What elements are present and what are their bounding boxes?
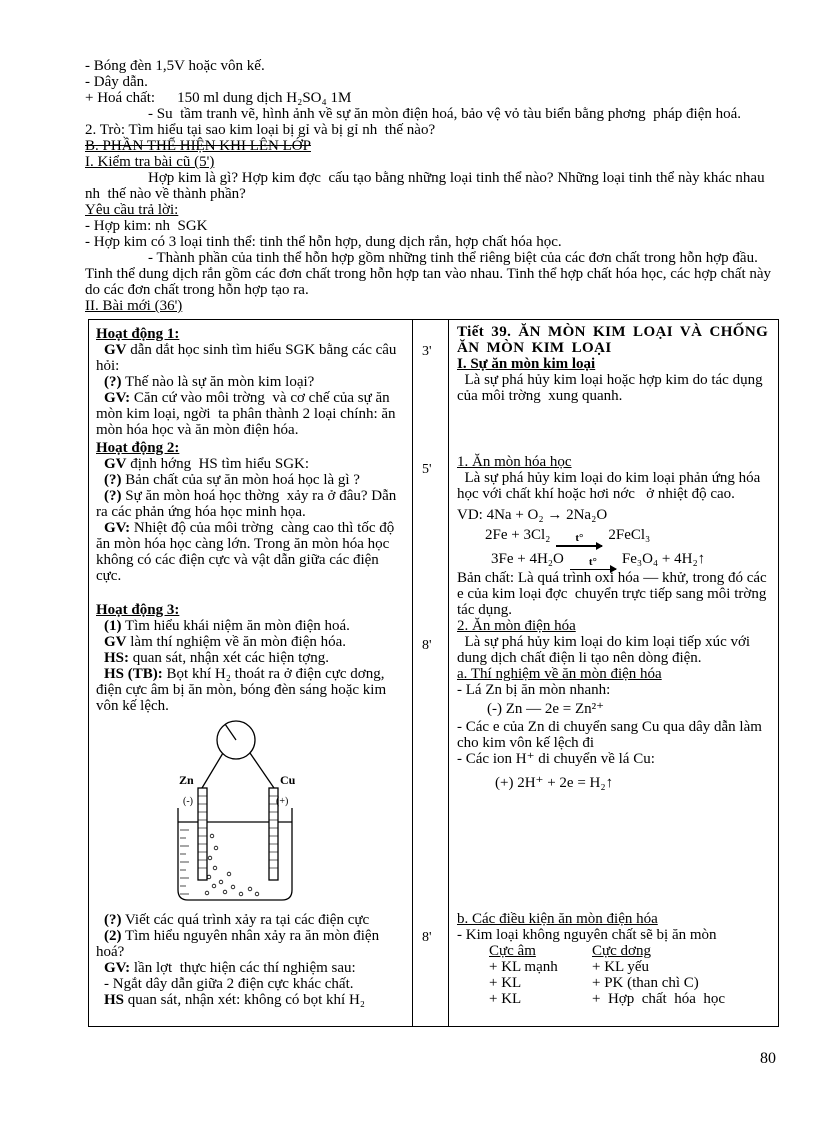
collect-pictures-line bbox=[85, 106, 775, 122]
chemicals-value: 150 ml dung dịch H₂SO₄ 1M bbox=[177, 90, 352, 106]
materials-bulb-line bbox=[85, 58, 775, 74]
spacer bbox=[457, 404, 771, 454]
item-text: Thế nào là sự ăn mòn kim loại? bbox=[121, 374, 315, 390]
time-badge: 8' bbox=[422, 638, 432, 653]
zinc-label: Zn bbox=[179, 773, 194, 787]
activity-1-title-text: Hoạt động 1: bbox=[96, 326, 180, 342]
spacer bbox=[457, 793, 771, 911]
new-lesson-text: II. Bài mới (36') bbox=[85, 298, 183, 314]
section-1-2-definition-text: Là sự phá hủy kim loại do kim loại tiếp xúc với dung dịch chất điện li tạo nên dòng điện. bbox=[457, 634, 754, 666]
equation-1 bbox=[457, 507, 771, 523]
equation-3-lhs: 3Fe + 4H₂O bbox=[491, 550, 564, 567]
time-badge: 5' bbox=[422, 462, 432, 477]
student-prep-line bbox=[85, 122, 775, 138]
section-1-2b-heading-text: b. Các điều kiện ăn mòn điện hóa bbox=[457, 911, 658, 927]
condition-1-text: - Kim loại không nguyên chất sẽ bị ăn mòn bbox=[457, 927, 717, 943]
section-1-1-definition bbox=[457, 470, 771, 502]
collect-pictures-text: - Su tầm tranh vẽ, hình ảnh về sự ăn mòn điện hoá, bảo vệ vỏ tàu biển bằng phơng pháp điện hoá. bbox=[148, 106, 742, 122]
experiment-note-2 bbox=[457, 719, 771, 751]
electrochemical-cell-diagram bbox=[138, 716, 340, 912]
section-1-2a-heading bbox=[457, 666, 771, 682]
equation-3 bbox=[491, 551, 771, 571]
reaction-condition: t° bbox=[588, 555, 597, 568]
essence-paragraph bbox=[457, 570, 774, 618]
section-1-definition bbox=[457, 372, 771, 404]
equation-3-rhs: Fe₃O₄ + 4H₂↑ bbox=[621, 550, 706, 567]
item-lead: GV bbox=[104, 456, 127, 472]
experiment-note-1-text: - Lá Zn bị ăn mòn nhanh: bbox=[457, 682, 611, 698]
item-lead: GV: bbox=[104, 390, 131, 406]
arrow-shaft bbox=[556, 545, 602, 547]
time-column bbox=[413, 320, 449, 1026]
item-text: dẫn dắt học sinh tìm hiểu SGK bằng các câu hỏi: bbox=[96, 342, 401, 374]
electrode-equation-negative-text: (-) Zn — 2e = Zn²⁺ bbox=[487, 701, 605, 717]
equation-1-text: VD: 4Na + O₂ → 2Na₂O bbox=[457, 507, 608, 523]
answer-required-text: Yêu cầu trả lời: bbox=[85, 202, 179, 218]
list-item bbox=[96, 928, 405, 960]
item-lead: HS (TB): bbox=[104, 666, 163, 682]
materials-bulb-text: - Bóng đèn 1,5V hoặc vôn kế. bbox=[85, 58, 265, 74]
list-item bbox=[96, 488, 405, 520]
hydrogen-bubbles bbox=[205, 834, 259, 896]
section-1-heading bbox=[457, 356, 771, 372]
section-1-heading-text: I. Sự ăn mòn kim loại bbox=[457, 356, 596, 372]
answer-2 bbox=[85, 234, 775, 250]
item-lead: HS bbox=[104, 992, 125, 1008]
voltmeter-needle bbox=[225, 724, 236, 740]
item-lead: (2) bbox=[104, 928, 122, 944]
electrode-equation-positive-text: (+) 2H⁺ + 2e = H₂↑ bbox=[495, 775, 614, 791]
new-lesson-heading bbox=[85, 298, 775, 314]
item-lead: (?) bbox=[104, 488, 122, 504]
top-section bbox=[0, 0, 816, 314]
lesson-title-text: Tiết 39. ĂN MÒN KIM LOẠI VÀ CHỐNG ĂN MÒN KIM LOẠI bbox=[457, 324, 776, 356]
chemicals-line bbox=[85, 90, 775, 106]
electrode-equation-positive bbox=[495, 775, 771, 791]
activity-2-title-text: Hoạt động 2: bbox=[96, 440, 180, 456]
list-item bbox=[96, 456, 405, 472]
negative-pole-header: Cực âm bbox=[489, 943, 536, 959]
electrode-hatching bbox=[198, 796, 278, 868]
item-lead: GV bbox=[104, 342, 127, 358]
item-text: định hớng HS tìm hiểu SGK: bbox=[126, 456, 310, 472]
lesson-title bbox=[457, 324, 776, 356]
item-lead: GV: bbox=[104, 960, 131, 976]
check-question-text: Hợp kim là gì? Hợp kim đợc cấu tạo bằng những loại tinh thể nào? Những loại tinh thể này khác nhau nh thế nào về thành phần? bbox=[85, 170, 769, 202]
negative-sign-label: (-) bbox=[183, 796, 193, 807]
list-item bbox=[96, 472, 405, 488]
electrode-pair-row bbox=[457, 959, 771, 975]
reaction-condition: t° bbox=[575, 532, 584, 544]
item-lead: HS: bbox=[104, 650, 130, 666]
zinc-electrode bbox=[198, 788, 207, 880]
item-text: quan sát, nhận xét: không có bọt khí H₂ bbox=[124, 992, 366, 1008]
list-item bbox=[96, 912, 405, 928]
answer-required-heading bbox=[85, 202, 775, 218]
spacer bbox=[96, 584, 405, 600]
section-1-1-heading-text: 1. Ăn mòn hóa học bbox=[457, 454, 572, 470]
item-text: Sự ăn mòn hoá học thờng xảy ra ở đâu? Dẫn ra các phản ứng hóa học minh họa. bbox=[96, 488, 401, 520]
item-text: làm thí nghiệm về ăn mòn điện hóa. bbox=[126, 634, 347, 650]
materials-wire-text: - Dây dẫn. bbox=[85, 74, 148, 90]
pair-cell: + Hợp chất hóa học bbox=[592, 991, 726, 1007]
beaker-graduations bbox=[180, 830, 189, 894]
electrode-equation-negative bbox=[487, 701, 771, 717]
answer-3 bbox=[85, 250, 775, 298]
list-item bbox=[96, 992, 405, 1008]
item-lead: (?) bbox=[104, 374, 122, 390]
reaction-arrow bbox=[570, 557, 616, 571]
arrow-shaft bbox=[570, 569, 616, 571]
item-text: Nhiệt độ của môi trờng càng cao thì tốc độ ăn mòn hóa học càng lớn. Trong ăn mòn hóa học không có các điện cực và vật dẫn giữa các điện cực. bbox=[96, 520, 398, 584]
answer-3-text: - Thành phần của tinh thể hỗn hợp gồm những tinh thể riêng biệt của các đơn chất trong hỗn hợp đầu. Tinh thể dung dịch rắn gồm các đơn chất trong hỗn hợp tan vào nhau. Tinh thể hợp chất hóa học, các hợp chất này do các đơn chất trong hỗn hợp tạo ra. bbox=[85, 250, 775, 298]
list-item bbox=[96, 650, 405, 666]
list-item bbox=[96, 666, 405, 714]
answer-1-text: - Hợp kim: nh SGK bbox=[85, 218, 208, 234]
list-item bbox=[96, 390, 405, 438]
list-item bbox=[96, 976, 405, 992]
wire-right bbox=[250, 753, 274, 788]
item-text: - Ngắt dây dẫn giữa 2 điện cực khác chất. bbox=[104, 976, 354, 992]
section-1-definition-text: Là sự phá hủy kim loại hoặc hợp kim do tác dụng của môi trờng xung quanh. bbox=[457, 372, 767, 404]
activity-1-title bbox=[96, 326, 405, 342]
lesson-table bbox=[88, 319, 779, 1027]
time-badge: 8' bbox=[422, 930, 432, 945]
pair-cell: + KL mạnh bbox=[489, 959, 558, 975]
list-item bbox=[96, 960, 405, 976]
item-lead: GV bbox=[104, 634, 127, 650]
equation-2-lhs: 2Fe + 3Cl₂ bbox=[485, 527, 551, 543]
list-item bbox=[96, 520, 405, 584]
pair-cell: + KL yếu bbox=[592, 959, 650, 975]
check-question bbox=[85, 170, 775, 202]
list-item bbox=[96, 634, 405, 650]
pair-cell: + KL bbox=[489, 975, 522, 991]
section-1-2a-heading-text: a. Thí nghiệm về ăn mòn điện hóa bbox=[457, 666, 662, 682]
activities-column bbox=[89, 320, 413, 1026]
reaction-arrow bbox=[556, 533, 602, 547]
electrode-columns-header bbox=[457, 943, 771, 959]
activity-3-title bbox=[96, 602, 405, 618]
section-1-2b-heading bbox=[457, 911, 771, 927]
pair-cell: + KL bbox=[489, 991, 522, 1007]
check-old-text: I. Kiểm tra bài cũ (5') bbox=[85, 154, 215, 170]
section-1-2-definition bbox=[457, 634, 771, 666]
item-lead: (1) bbox=[104, 618, 122, 634]
wire-left bbox=[202, 753, 223, 788]
item-lead: (?) bbox=[104, 912, 122, 928]
experiment-note-2-text: - Các e của Zn di chuyển sang Cu qua dây dẫn làm cho kim vôn kế lệch đi bbox=[457, 719, 766, 751]
item-text: Tìm hiểu khái niệm ăn mòn điện hoá. bbox=[121, 618, 350, 634]
equation-2-rhs: 2FeCl₃ bbox=[608, 527, 651, 543]
electrode-pair-row bbox=[457, 975, 771, 991]
activity-2-title bbox=[96, 440, 405, 456]
condition-1 bbox=[457, 927, 771, 943]
item-text: Bọt khí H₂ thoát ra ở điện cực dơng, điện cực âm bị ăn mòn, bóng đèn sáng hoặc kim vôn kế lệch. bbox=[96, 666, 392, 714]
item-text: Viết các quá trình xảy ra tại các điện cực bbox=[121, 912, 370, 928]
list-item bbox=[96, 374, 405, 390]
page-number: 80 bbox=[760, 1050, 776, 1067]
equation-2 bbox=[485, 527, 771, 547]
check-old-heading bbox=[85, 154, 775, 170]
item-lead: GV: bbox=[104, 520, 131, 536]
activity-3-title-text: Hoạt động 3: bbox=[96, 602, 180, 618]
item-text: Tìm hiểu nguyên nhân xảy ra ăn mòn điện hoá? bbox=[96, 928, 383, 960]
experiment-note-3-text: - Các ion H⁺ di chuyển về lá Cu: bbox=[457, 751, 655, 767]
section-1-1-definition-text: Là sự phá hủy kim loại do kim loại phản ứng hóa học với chất khí hoặc hơi nớc ở nhiệt độ cao. bbox=[457, 470, 765, 502]
section-1-1-heading bbox=[457, 454, 771, 470]
pair-cell: + PK (than chì C) bbox=[592, 975, 699, 991]
answer-1 bbox=[85, 218, 775, 234]
answer-2-text: - Hợp kim có 3 loại tinh thể: tinh thể hỗn hợp, dung dịch rắn, hợp chất hóa học. bbox=[85, 234, 562, 250]
copper-label: Cu bbox=[280, 773, 296, 787]
chemicals-label: + Hoá chất: bbox=[85, 90, 156, 106]
item-text: lần lợt thực hiện các thí nghiệm sau: bbox=[130, 960, 356, 976]
student-prep-text: 2. Trò: Tìm hiểu tại sao kim loại bị gỉ và bị gỉ nh thế nào? bbox=[85, 122, 436, 138]
time-badge: 3' bbox=[422, 344, 432, 359]
experiment-note-3 bbox=[457, 751, 771, 767]
section-1-2-heading-text: 2. Ăn mòn điện hóa bbox=[457, 618, 576, 634]
positive-pole-header: Cực dơng bbox=[592, 943, 651, 959]
positive-sign-label: (+) bbox=[276, 796, 289, 807]
essence-text: Bản chất: Là quá trình oxi hóa — khử, trong đó các e của kim loại đợc chuyển trực tiếp sang môi trờng tác dụng. bbox=[457, 570, 774, 618]
experiment-note-1 bbox=[457, 682, 771, 698]
item-text: Bản chất của sự ăn mòn hoá học là gì ? bbox=[121, 472, 360, 488]
content-column bbox=[449, 320, 778, 1026]
electrode-pair-row bbox=[457, 991, 771, 1007]
list-item bbox=[96, 342, 405, 374]
item-lead: (?) bbox=[104, 472, 122, 488]
materials-wire-line bbox=[85, 74, 775, 90]
item-text: Căn cứ vào môi trờng và cơ chế của sự ăn mòn kim loại, ngời ta phân thành 2 loại chính: ăn mòn hóa học và ăn mòn điện hóa. bbox=[96, 390, 400, 438]
section-b-text: B. PHẦN THỂ HIỆN KHI LÊN LỚP bbox=[85, 138, 311, 154]
section-b-heading bbox=[85, 138, 775, 154]
section-1-2-heading bbox=[457, 618, 771, 634]
list-item bbox=[96, 618, 405, 634]
item-text: quan sát, nhận xét các hiện tợng. bbox=[129, 650, 329, 666]
